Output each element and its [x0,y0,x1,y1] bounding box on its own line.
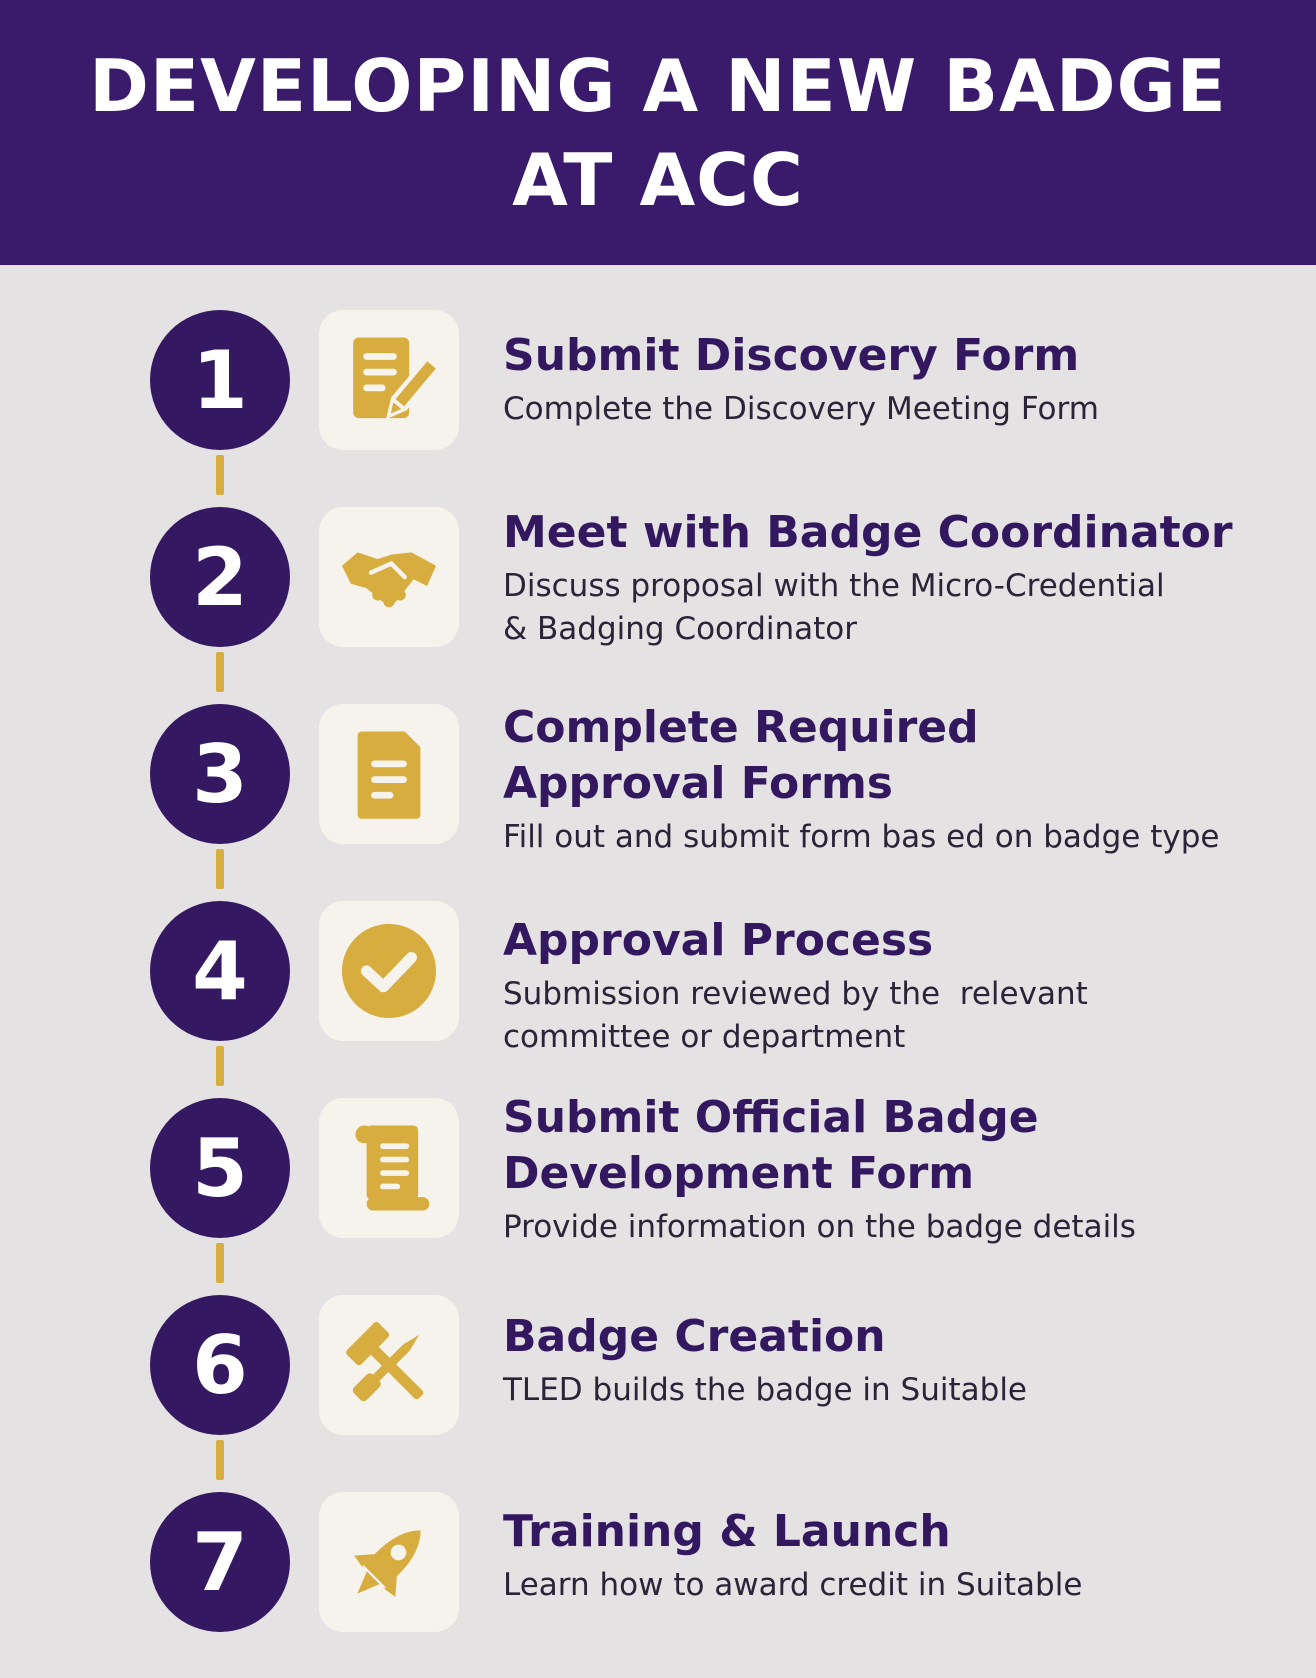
step-description [503,973,1303,1059]
page-title-line-2: AT ACC [512,137,804,222]
step-number-circle: 1 [150,310,290,450]
step-title-line: Approval Forms [503,758,893,809]
step-icon-tile [319,901,459,1041]
step-title: Training & Launch [503,1506,951,1557]
step-title [503,1090,1303,1202]
step-icon-tile [319,1492,459,1632]
step-title: Meet with Badge Coordinator [503,507,1233,558]
handshake-icon [333,521,445,633]
step-number-circle: 2 [150,507,290,647]
step-description: Complete the Discovery Meeting Form [503,391,1099,427]
step-description [503,565,1303,651]
step-title-line: Submit Official Badge [503,1092,1039,1143]
step-description: Learn how to award credit in Suitable [503,1567,1083,1603]
step-number-circle: 7 [150,1492,290,1632]
step-icon-tile [319,1295,459,1435]
step-connector [216,652,224,692]
document-icon [333,718,445,830]
step-text [503,505,1303,651]
step-icon-tile [319,507,459,647]
scroll-icon [333,1112,445,1224]
step-connector [216,455,224,495]
step-title: Submit Discovery Form [503,330,1080,381]
step-connector [216,1440,224,1480]
step-number-circle: 4 [150,901,290,1041]
step-number-circle: 3 [150,704,290,844]
step-number-circle: 5 [150,1098,290,1238]
step-description: TLED builds the badge in Suitable [503,1372,1028,1408]
step-text [503,1309,1303,1412]
step-title-line: Development Form [503,1148,975,1199]
document-pencil-icon [333,324,445,436]
step-text [503,328,1303,431]
step-icon-tile [319,1098,459,1238]
step-text [503,700,1303,859]
step-number-circle: 6 [150,1295,290,1435]
step-icon-tile [319,310,459,450]
step-description-line: committee or department [503,1019,906,1055]
step-title [503,700,1303,812]
page-title-line-1: DEVELOPING A NEW BADGE [89,43,1227,128]
step-title: Badge Creation [503,1311,886,1362]
step-icon-tile [319,704,459,844]
step-description-line: Submission reviewed by the relevant [503,976,1088,1012]
step-title: Approval Process [503,915,934,966]
hammer-screwdriver-icon [333,1309,445,1421]
step-connector [216,1046,224,1086]
step-text [503,913,1303,1059]
header-banner [0,0,1316,265]
step-text [503,1504,1303,1607]
step-title-line: Complete Required [503,702,979,753]
step-connector [216,1243,224,1283]
step-connector [216,849,224,889]
checkmark-circle-icon [333,915,445,1027]
step-text [503,1090,1303,1249]
step-description-line: & Badging Coordinator [503,611,858,647]
step-description: Fill out and submit form bas ed on badge type [503,819,1220,855]
step-description: Provide information on the badge details [503,1209,1136,1245]
step-description-line: Discuss proposal with the Micro-Credential [503,568,1165,604]
rocket-icon [333,1506,445,1618]
